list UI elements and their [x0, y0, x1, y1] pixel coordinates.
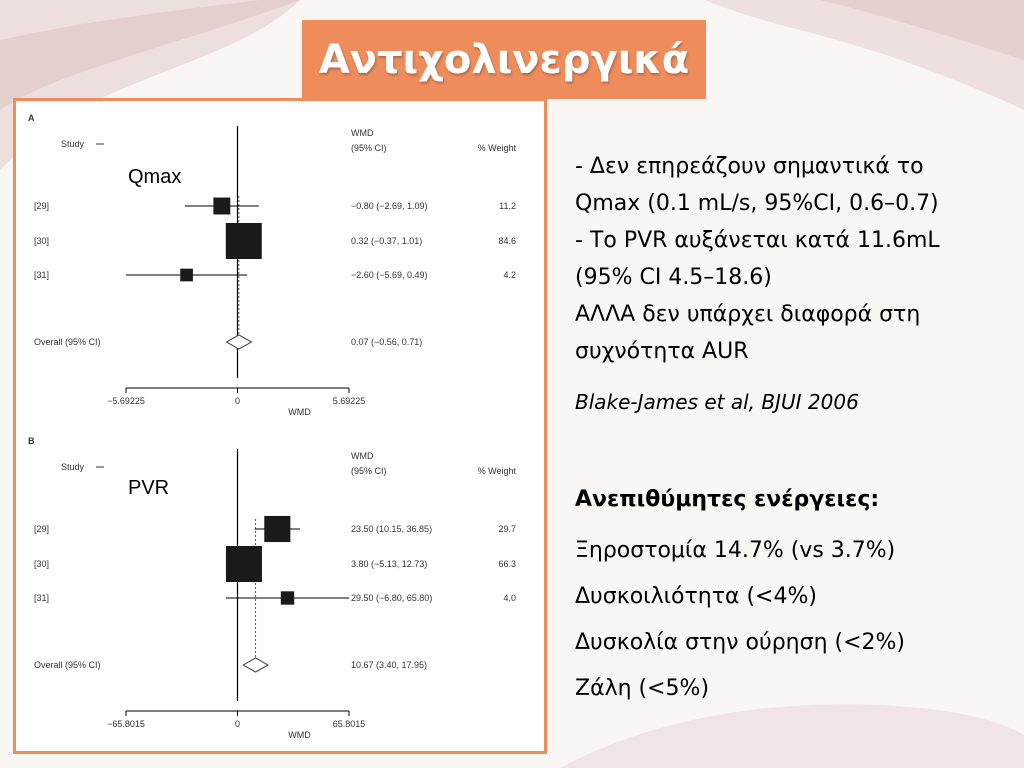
study-name: [30] — [34, 559, 50, 569]
study-effect-ci: −0.80 (−2.69, 1.09) — [351, 201, 428, 211]
panel-letter: A — [28, 113, 35, 123]
adverse-events-heading: Ανεπιθύμητες ενέργειες: — [575, 487, 880, 512]
overall-label: Overall (95% CI) — [34, 337, 101, 347]
overall-effect-ci: 0.07 (−0.56, 0.71) — [351, 337, 423, 347]
study-effect-ci: 29.50 (−6.80, 65.80) — [351, 593, 433, 603]
study-weight: 4.0 — [503, 593, 516, 603]
x-axis-label: WMD — [288, 407, 311, 417]
study-name: [30] — [34, 236, 50, 246]
overall-label: Overall (95% CI) — [34, 660, 101, 670]
adverse-events-list — [575, 482, 1015, 712]
study-effect-ci: −2.60 (−5.69, 0.49) — [351, 270, 428, 280]
x-tick-label: 0 — [234, 719, 241, 729]
study-marker — [213, 198, 230, 215]
study-header: Study — [61, 139, 85, 149]
study-effect-ci: 0.32 (−0.37, 1.01) — [351, 236, 423, 246]
study-name: [31] — [34, 593, 50, 603]
x-tick-label: −5.69225 — [107, 396, 145, 406]
study-weight: 66.3 — [498, 559, 516, 569]
x-axis-label: WMD — [288, 730, 311, 740]
study-marker — [281, 591, 294, 604]
ci-header: (95% CI) — [351, 466, 387, 476]
study-marker — [180, 269, 193, 282]
study-header: Study — [61, 462, 85, 472]
title-box — [302, 20, 706, 99]
overall-diamond — [227, 335, 252, 349]
forest-plot-figure — [13, 98, 547, 754]
study-marker — [264, 516, 290, 542]
effect-header: WMD — [351, 128, 374, 138]
summary-line: Qmax (0.1 mL/s, 95%CI, 0.6–0.7) — [575, 191, 939, 216]
panel-letter: B — [28, 436, 35, 446]
x-tick-label: 65.8015 — [332, 719, 366, 729]
slide-title: Αντιχολινεργικά — [318, 36, 690, 83]
summary-line: ΑΛΛΑ δεν υπάρχει διαφορά στη — [575, 302, 921, 327]
study-name: [31] — [34, 270, 50, 280]
summary-line: - Δεν επηρεάζουν σημαντικά το — [575, 154, 924, 179]
summary-line: (95% CI 4.5–18.6) — [575, 265, 772, 290]
outcome-label: Qmax — [128, 166, 182, 188]
overall-effect-ci: 10.67 (3.40, 17.95) — [351, 660, 428, 670]
adverse-event-item: Δυσκολία στην ούρηση (<2%) — [575, 630, 905, 655]
weight-header: % Weight — [477, 466, 516, 476]
adverse-event-item: Ξηροστομία 14.7% (vs 3.7%) — [575, 538, 896, 563]
x-tick-label: −65.8015 — [107, 719, 145, 729]
study-weight: 29.7 — [498, 524, 516, 534]
study-weight: 11.2 — [499, 201, 516, 211]
weight-header: % Weight — [477, 143, 516, 153]
outcome-label: PVR — [128, 477, 170, 499]
study-marker — [226, 223, 262, 259]
study-name: [29] — [34, 524, 50, 534]
overall-diamond — [243, 658, 268, 672]
ci-header: (95% CI) — [351, 143, 387, 153]
citation: Blake-James et al, BJUI 2006 — [575, 390, 859, 414]
study-weight: 84.6 — [498, 236, 516, 246]
summary-line: - Το PVR αυξάνεται κατά 11.6mL — [575, 228, 940, 253]
adverse-event-item: Ζάλη (<5%) — [575, 676, 710, 701]
x-tick-label: 0 — [234, 396, 241, 406]
study-effect-ci: 3.80 (−5.13, 12.73) — [351, 559, 428, 569]
summary-text — [575, 148, 1015, 370]
study-weight: 4.2 — [503, 270, 516, 280]
adverse-event-item: Δυσκοιλιότητα (<4%) — [575, 584, 817, 609]
effect-header: WMD — [351, 451, 374, 461]
study-effect-ci: 23.50 (10.15, 36.85) — [351, 524, 433, 534]
summary-line: συχνότητα AUR — [575, 339, 749, 364]
study-marker — [226, 546, 262, 582]
x-tick-label: 5.69225 — [332, 396, 366, 406]
forest-plot-svg — [16, 101, 544, 751]
study-name: [29] — [34, 201, 50, 211]
